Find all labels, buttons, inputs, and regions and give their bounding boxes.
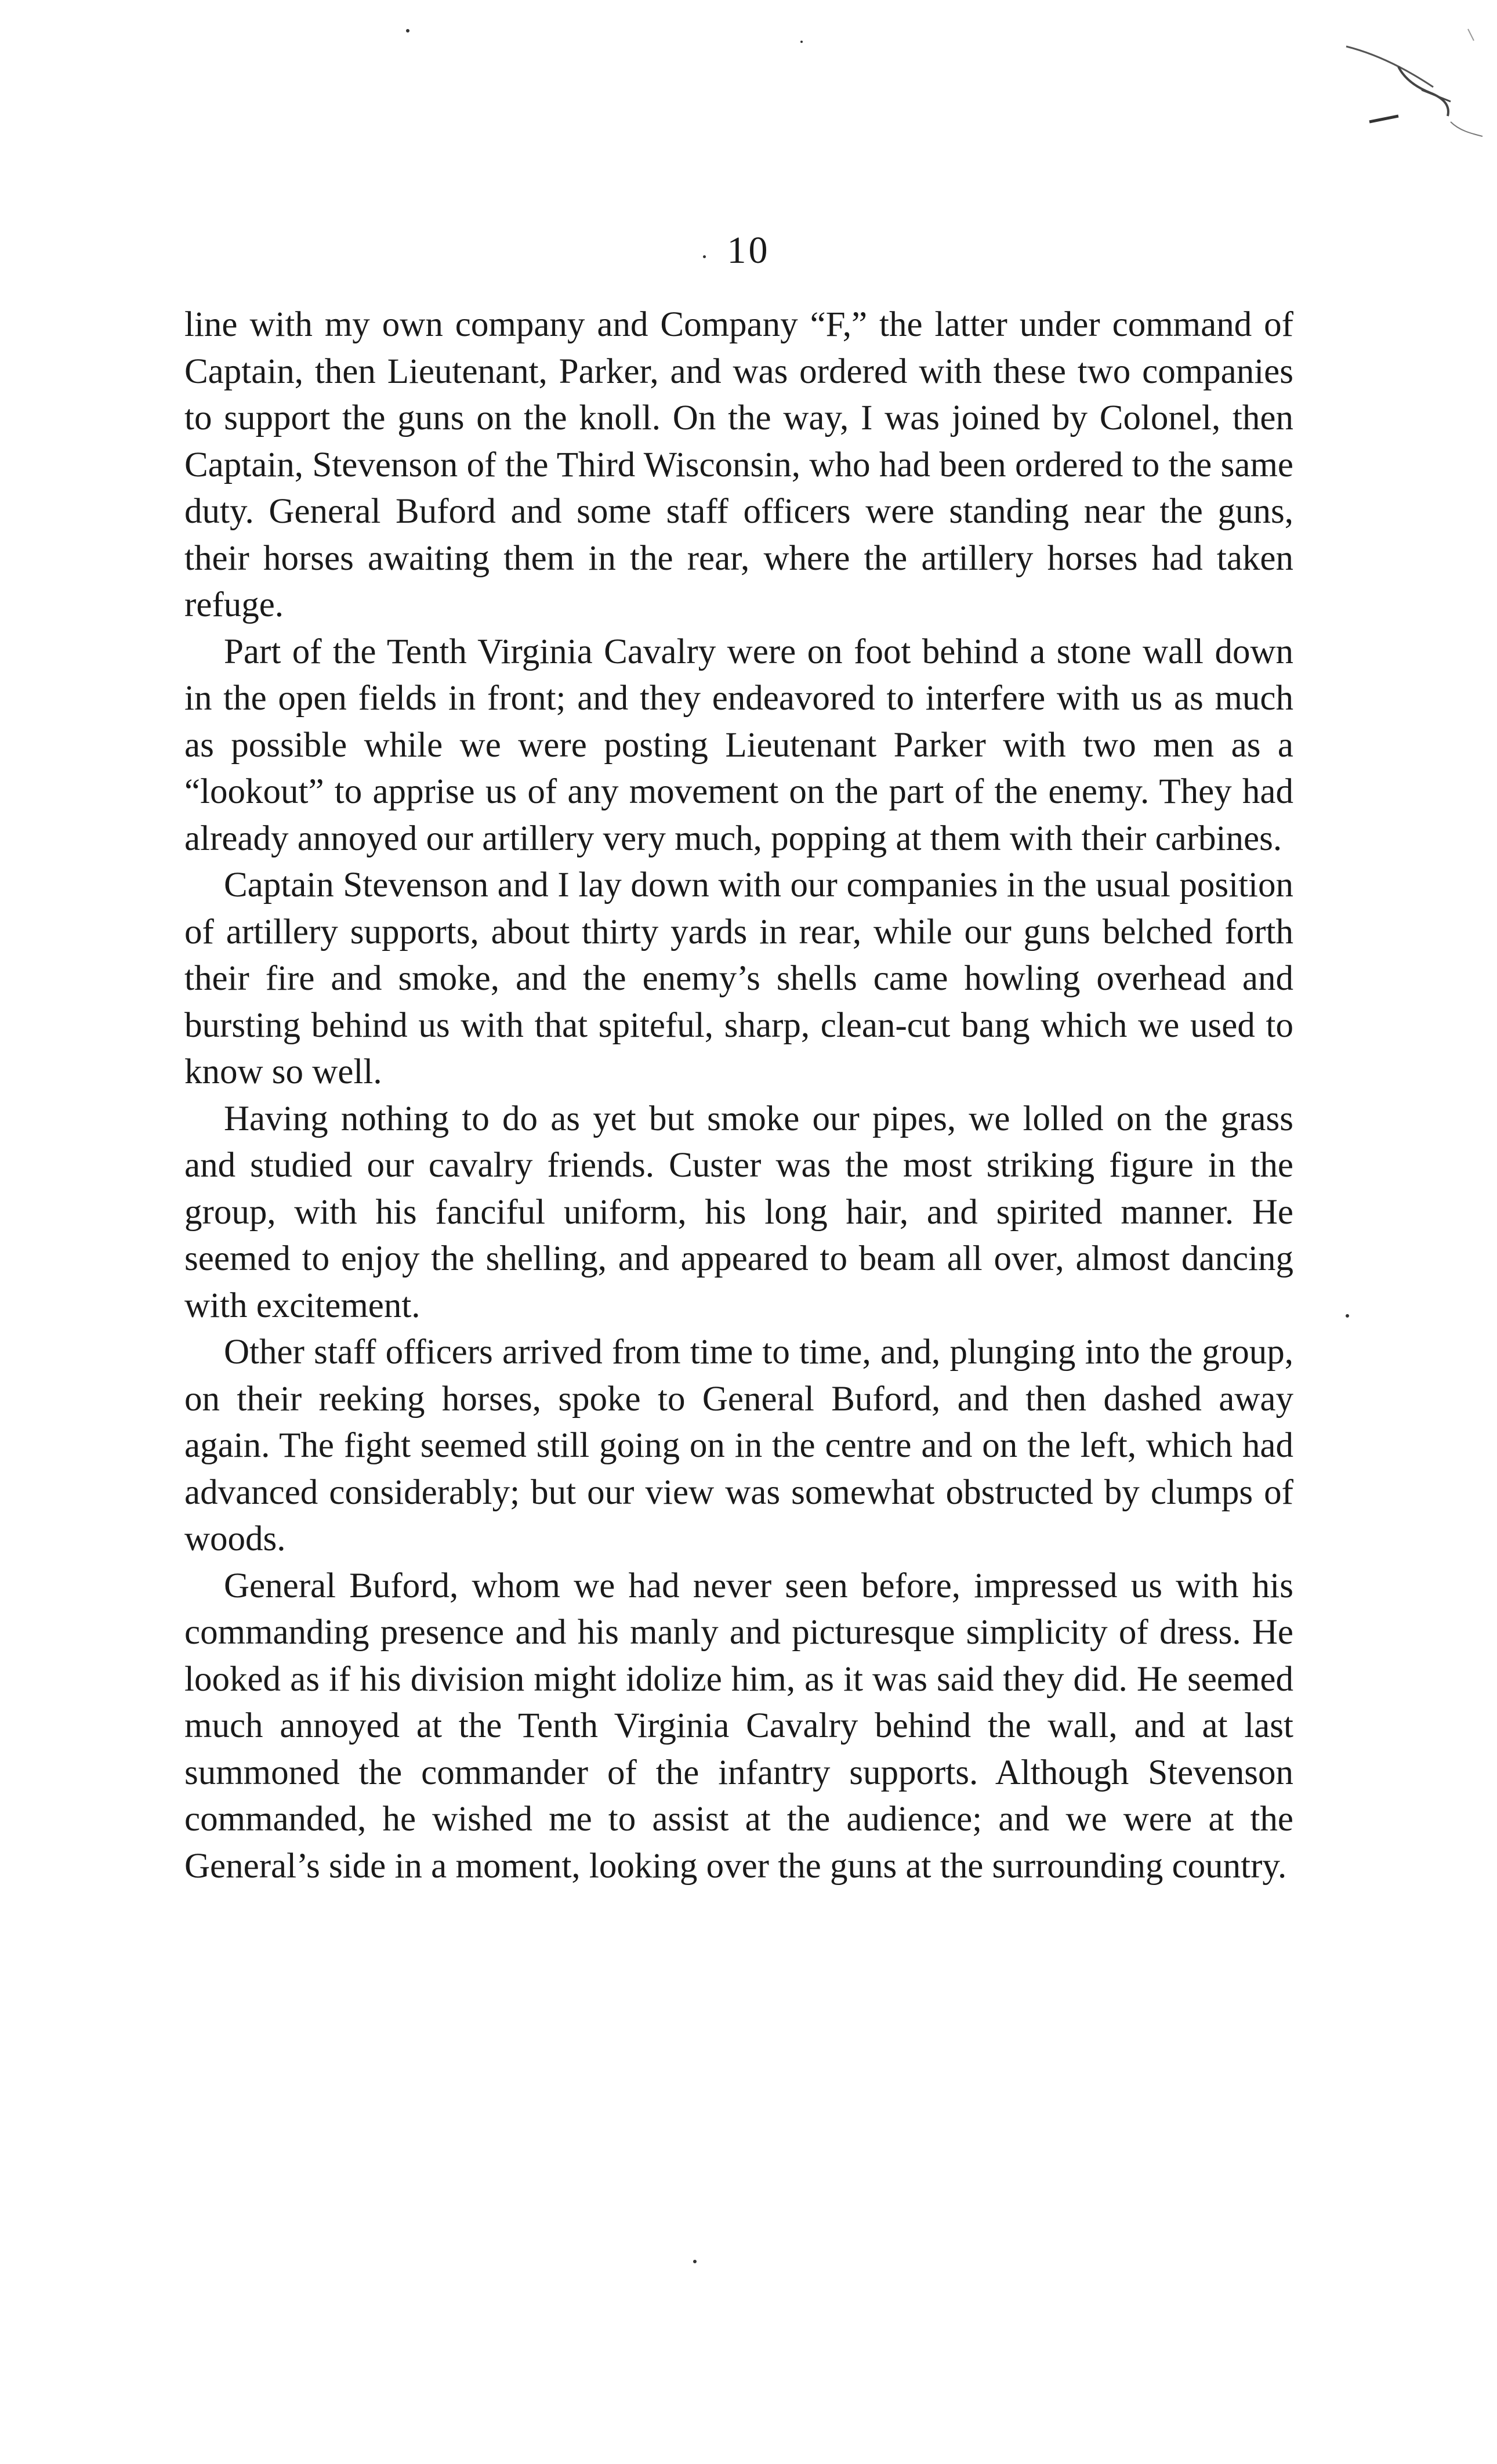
page-number: 10 [727, 229, 770, 272]
ink-speck [1346, 1314, 1349, 1318]
body-text [184, 302, 1293, 1890]
ink-speck [693, 2260, 697, 2263]
corner-ink-mark [1335, 23, 1485, 151]
ink-speck [800, 41, 803, 43]
paragraph: Part of the Tenth Virginia Cavalry were on foot behind a stone wall down in the open fields in front; and they endeavored to interfere with us as much as possible while we were posting Lieutenant Parker with two men as a “lookout” to apprise us of any movement on the part of the enemy. They had already annoyed our artillery very much, popping at them with their carbines. [184, 632, 1293, 858]
paragraph: line with my own company and Company “F,” the latter under command of Captain, then Lieutenant, Parker, and was ordered with these two companies to support the guns on the knoll. On the way, I was joined by Colonel, then Captain, Stevenson of the Third Wisconsin, who had been ordered to the same duty. General Buford and some staff officers were standing near the guns, their horses awaiting them in the rear, where the artillery horses had taken refuge. [184, 305, 1293, 624]
paragraph: Other staff officers arrived from time to time, and, plunging into the group, on their reeking horses, spoke to General Buford, and then dashed away again. The fight seemed still going on in the centre and on the left, which had advanced considerably; but our view was somewhat obstructed by clumps of woods. [184, 1333, 1293, 1558]
paragraph: Having nothing to do as yet but smoke our pipes, we lolled on the grass and studied our cavalry friends. Custer was the most striking figure in the group, with his fanciful uniform, his long hair, and spirited manner. He seemed to enjoy the shelling, and appeared to beam all over, almost dancing with excitement. [184, 1099, 1293, 1325]
ink-speck [406, 29, 409, 32]
paragraph: Captain Stevenson and I lay down with our companies in the usual position of artillery supports, about thirty yards in rear, while our guns belched forth their fire and smoke, and the enemy’s shells came howling overhead and bursting behind us with that spiteful, sharp, clean-cut bang which we used to know so well. [184, 866, 1293, 1091]
paragraph: General Buford, whom we had never seen before, impressed us with his commanding presence and his manly and picturesque simplicity of dress. He looked as if his division might idolize him, as it was said they did. He seemed much annoyed at the Tenth Virginia Cavalry behind the wall, and at last summoned the commander of the infantry supports. Although Stevenson commanded, he wished me to assist at the audience; and we were at the General’s side in a moment, looking over the guns at the surrounding country. [184, 1566, 1293, 1886]
